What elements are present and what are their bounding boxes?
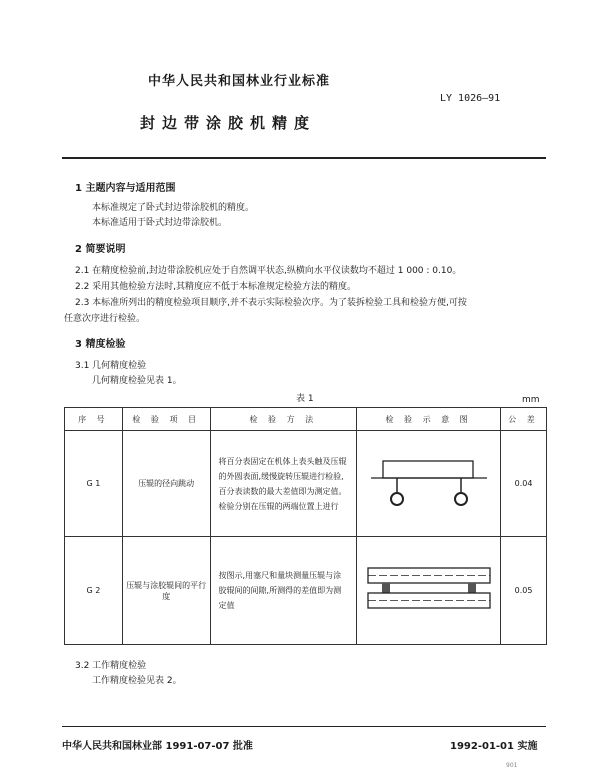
clause-3-2-text: 工作精度检验见表 2。 <box>92 676 182 686</box>
standard-title: 中华人民共和国林业行业标准 <box>148 74 331 89</box>
row-no: G 2 <box>65 537 123 645</box>
row-item: 压辊的径向跳动 <box>122 431 210 537</box>
clause-3-1: 3.1 几何精度检验 <box>75 361 147 371</box>
section-2-heading: 2 简要说明 <box>75 244 126 255</box>
row-tolerance: 0.05 <box>501 537 547 645</box>
header-divider <box>62 157 546 159</box>
roller-runout-diagram <box>369 453 489 513</box>
clause-2-3-continued: 任意次序进行检验。 <box>64 314 146 324</box>
row-tolerance: 0.04 <box>501 431 547 537</box>
table-row <box>65 537 547 645</box>
header-diagram: 检 验 示 意 图 <box>357 408 501 431</box>
row-item: 压辊与涂胶辊间的平行度 <box>122 537 210 645</box>
section-3-heading: 3 精度检验 <box>75 339 126 350</box>
table-header-row <box>65 408 547 431</box>
section-1-paragraph-1: 本标准规定了卧式封边带涂胶机的精度。 <box>92 203 255 213</box>
row-diagram <box>357 431 501 537</box>
table-unit: mm <box>522 395 540 405</box>
standard-code: LY 1026—91 <box>440 93 501 104</box>
row-method: 按图示,用塞尺和量块测量压辊与涂胶辊间的间隙,所测得的差值即为测定值 <box>210 537 357 645</box>
page-number: 901 <box>506 762 518 769</box>
section-1-paragraph-2: 本标准适用于卧式封边带涂胶机。 <box>92 218 228 228</box>
clause-3-2: 3.2 工作精度检验 <box>75 661 147 671</box>
clause-2-1: 2.1 在精度检验前,封边带涂胶机应处于自然调平状态,纵横向水平仪读数均不超过 1 000 : 0.10。 <box>75 266 462 276</box>
table-row <box>65 431 547 537</box>
precision-table <box>64 407 547 645</box>
header-tolerance: 公 差 <box>501 408 547 431</box>
clause-2-3: 2.3 本标准所列出的精度检验项目顺序,并不表示实际检验次序。为了装拆检验工具和检验方便,可按 <box>75 298 467 308</box>
document-title: 封边带涂胶机精度 <box>140 114 317 132</box>
row-no: G 1 <box>65 431 123 537</box>
clause-3-1-text: 几何精度检验见表 1。 <box>92 376 182 386</box>
row-diagram <box>357 537 501 645</box>
row-method: 将百分表固定在机体上表头触及压辊的外圆表面,缓慢旋转压辊进行检验,百分表读数的最大差值即为测定值。检验分别在压辊的两端位置上进行 <box>210 431 357 537</box>
table-caption: 表 1 <box>296 394 314 404</box>
section-1-heading: 1 主题内容与适用范围 <box>75 183 176 194</box>
header-item: 检 验 项 目 <box>122 408 210 431</box>
roller-parallelism-diagram <box>364 562 494 618</box>
footer-divider <box>62 726 546 727</box>
approval-line: 中华人民共和国林业部 1991-07-07 批准 <box>62 741 253 752</box>
header-method: 检 验 方 法 <box>210 408 357 431</box>
header-no: 序 号 <box>65 408 123 431</box>
clause-2-2: 2.2 采用其他检验方法时,其精度应不低于本标准规定检验方法的精度。 <box>75 282 357 292</box>
implementation-date: 1992-01-01 实施 <box>450 741 538 752</box>
